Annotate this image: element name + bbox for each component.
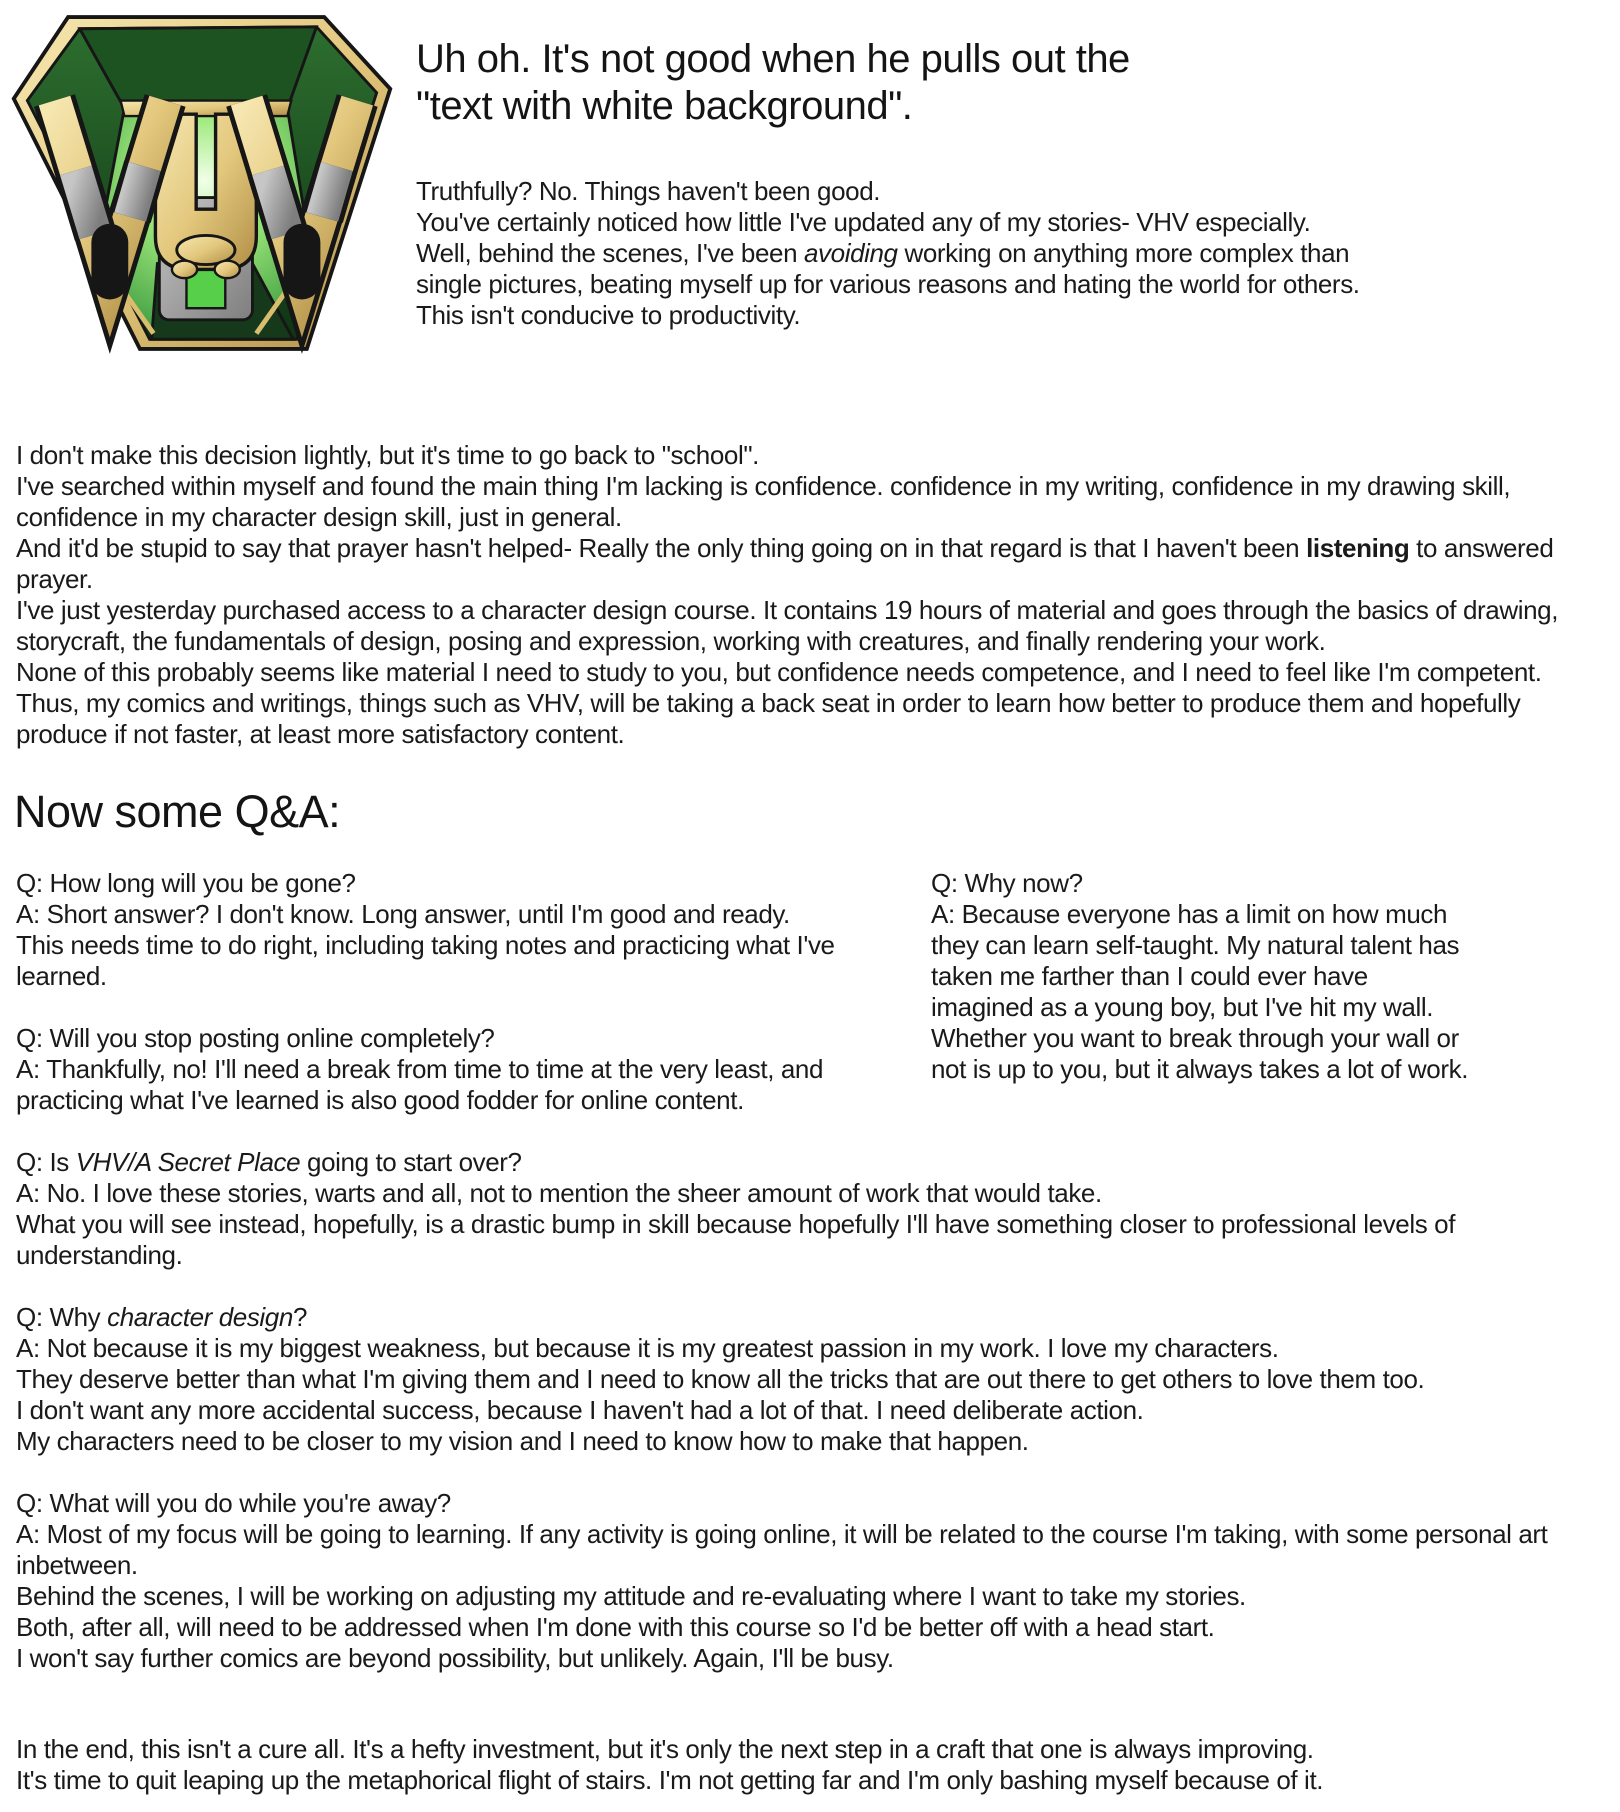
text-line: A: Most of my focus will be going to learning. If any activity is going online, it will be related to the course I'm taking, with some personal art inbetween. [16,1519,1548,1580]
text-line: And it'd be stupid to say that prayer hasn't helped- Really the only thing going on in that regard is that I haven't been listening to answered prayer. [16,533,1554,594]
closing-paragraph [0,1734,1620,1796]
text-line: This isn't conducive to productivity. [416,300,801,330]
qa-heading: Now some Q&A: [14,786,341,837]
text-line: You've certainly noticed how little I've updated any of my stories- VHV especially. [416,207,1311,237]
text-line: Both, after all, will need to be addressed when I'm done with this course so I'd be better off with a head start. [16,1612,1215,1642]
text-line: I don't want any more accidental success, because I haven't had a lot of that. I need deliberate action. [16,1395,1144,1425]
text-line: They deserve better than what I'm giving them and I need to know all the tricks that are out there to get others to love them too. [16,1364,1425,1394]
vhv-logo [0,0,398,362]
text-line: I won't say further comics are beyond possibility, but unlikely. Again, I'll be busy. [16,1643,894,1673]
qa-columns [0,868,1620,1147]
qa-item-why-character-design [0,1302,1620,1457]
intro-paragraph [416,176,1416,331]
text-line: Q: Will you stop posting online completely? [16,1023,495,1053]
text-line: Uh oh. It's not good when he pulls out the [416,37,1130,81]
text-line: A: No. I love these stories, warts and all, not to mention the sheer amount of work that would take. [16,1178,1102,1208]
qa-item-while-away [0,1488,1620,1674]
qa-column-left [16,868,841,1147]
text-line: I don't make this decision lightly, but it's time to go back to "school". [16,440,759,470]
text-line: None of this probably seems like material I need to study to you, but confidence needs competence, and I need to feel like I'm competent. Thus, my comics and writings, things such as VHV, will be taking a back seat in order to learn how better to produce them and hopefully produce if not faster, at least more satisfactory content. [16,657,1542,749]
page-title [416,36,1592,130]
text-line: Q: How long will you be gone? [16,868,356,898]
text-line: I've searched within myself and found the main thing I'm lacking is confidence. confidence in my writing, confidence in my drawing skill, confidence in my character design skill, just in general. [16,471,1511,532]
text-line: It's time to quit leaping up the metaphorical flight of stairs. I'm not getting far and I'm only bashing myself because of it. [16,1765,1324,1795]
opening-paragraph [0,440,1620,750]
text-line: Well, behind the scenes, I've been avoiding working on anything more complex than single pictures, beating myself up for various reasons and hating the world for others. [416,238,1360,299]
header-text [398,0,1620,331]
text-line: Truthfully? No. Things haven't been good. [416,176,881,206]
qa-item-why-now [931,868,1476,1085]
text-line: A: Short answer? I don't know. Long answer, until I'm good and ready. This needs time to do right, including taking notes and practicing what I've learned. [16,899,835,991]
text-line: Q: What will you do while you're away? [16,1488,451,1518]
text-line: Behind the scenes, I will be working on adjusting my attitude and re-evaluating where I want to take my stories. [16,1581,1246,1611]
text-line: In the end, this isn't a cure all. It's a hefty investment, but it's only the next step in a craft that one is always improving. [16,1734,1314,1764]
text-line: I've just yesterday purchased access to a character design course. It contains 19 hours of material and goes through the basics of drawing, storycraft, the fundamentals of design, posing and expression, working with creatures, and finally rendering your work. [16,595,1559,656]
text-line: Q: Why now? [931,868,1083,898]
qa-item-start-over [0,1147,1620,1271]
qa-column-right [931,868,1476,1147]
vhv-emblem-icon [6,6,398,362]
text-line: What you will see instead, hopefully, is a drastic bump in skill because hopefully I'll have something closer to professional levels of understanding. [16,1209,1456,1270]
text-line: Q: Is VHV/A Secret Place going to start over? [16,1147,522,1177]
text-line: A: Because everyone has a limit on how much they can learn self-taught. My natural talent has taken me farther than I could ever have imagined as a young boy, but I've hit my wall. Whether you want to break through your wall or not is up to you, but it always takes a lot of work. [931,899,1469,1084]
text-line: A: Not because it is my biggest weakness, but because it is my greatest passion in my work. I love my characters. [16,1333,1279,1363]
qa-item-how-long [16,868,841,992]
text-line: "text with white background". [416,84,913,128]
header [0,0,1620,362]
text-line: A: Thankfully, no! I'll need a break from time to time at the very least, and practicing what I've learned is also good fodder for online content. [16,1054,824,1115]
text-line: Q: Why character design? [16,1302,307,1332]
qa-item-stop-posting [16,1023,841,1116]
text-line: My characters need to be closer to my vision and I need to know how to make that happen. [16,1426,1029,1456]
